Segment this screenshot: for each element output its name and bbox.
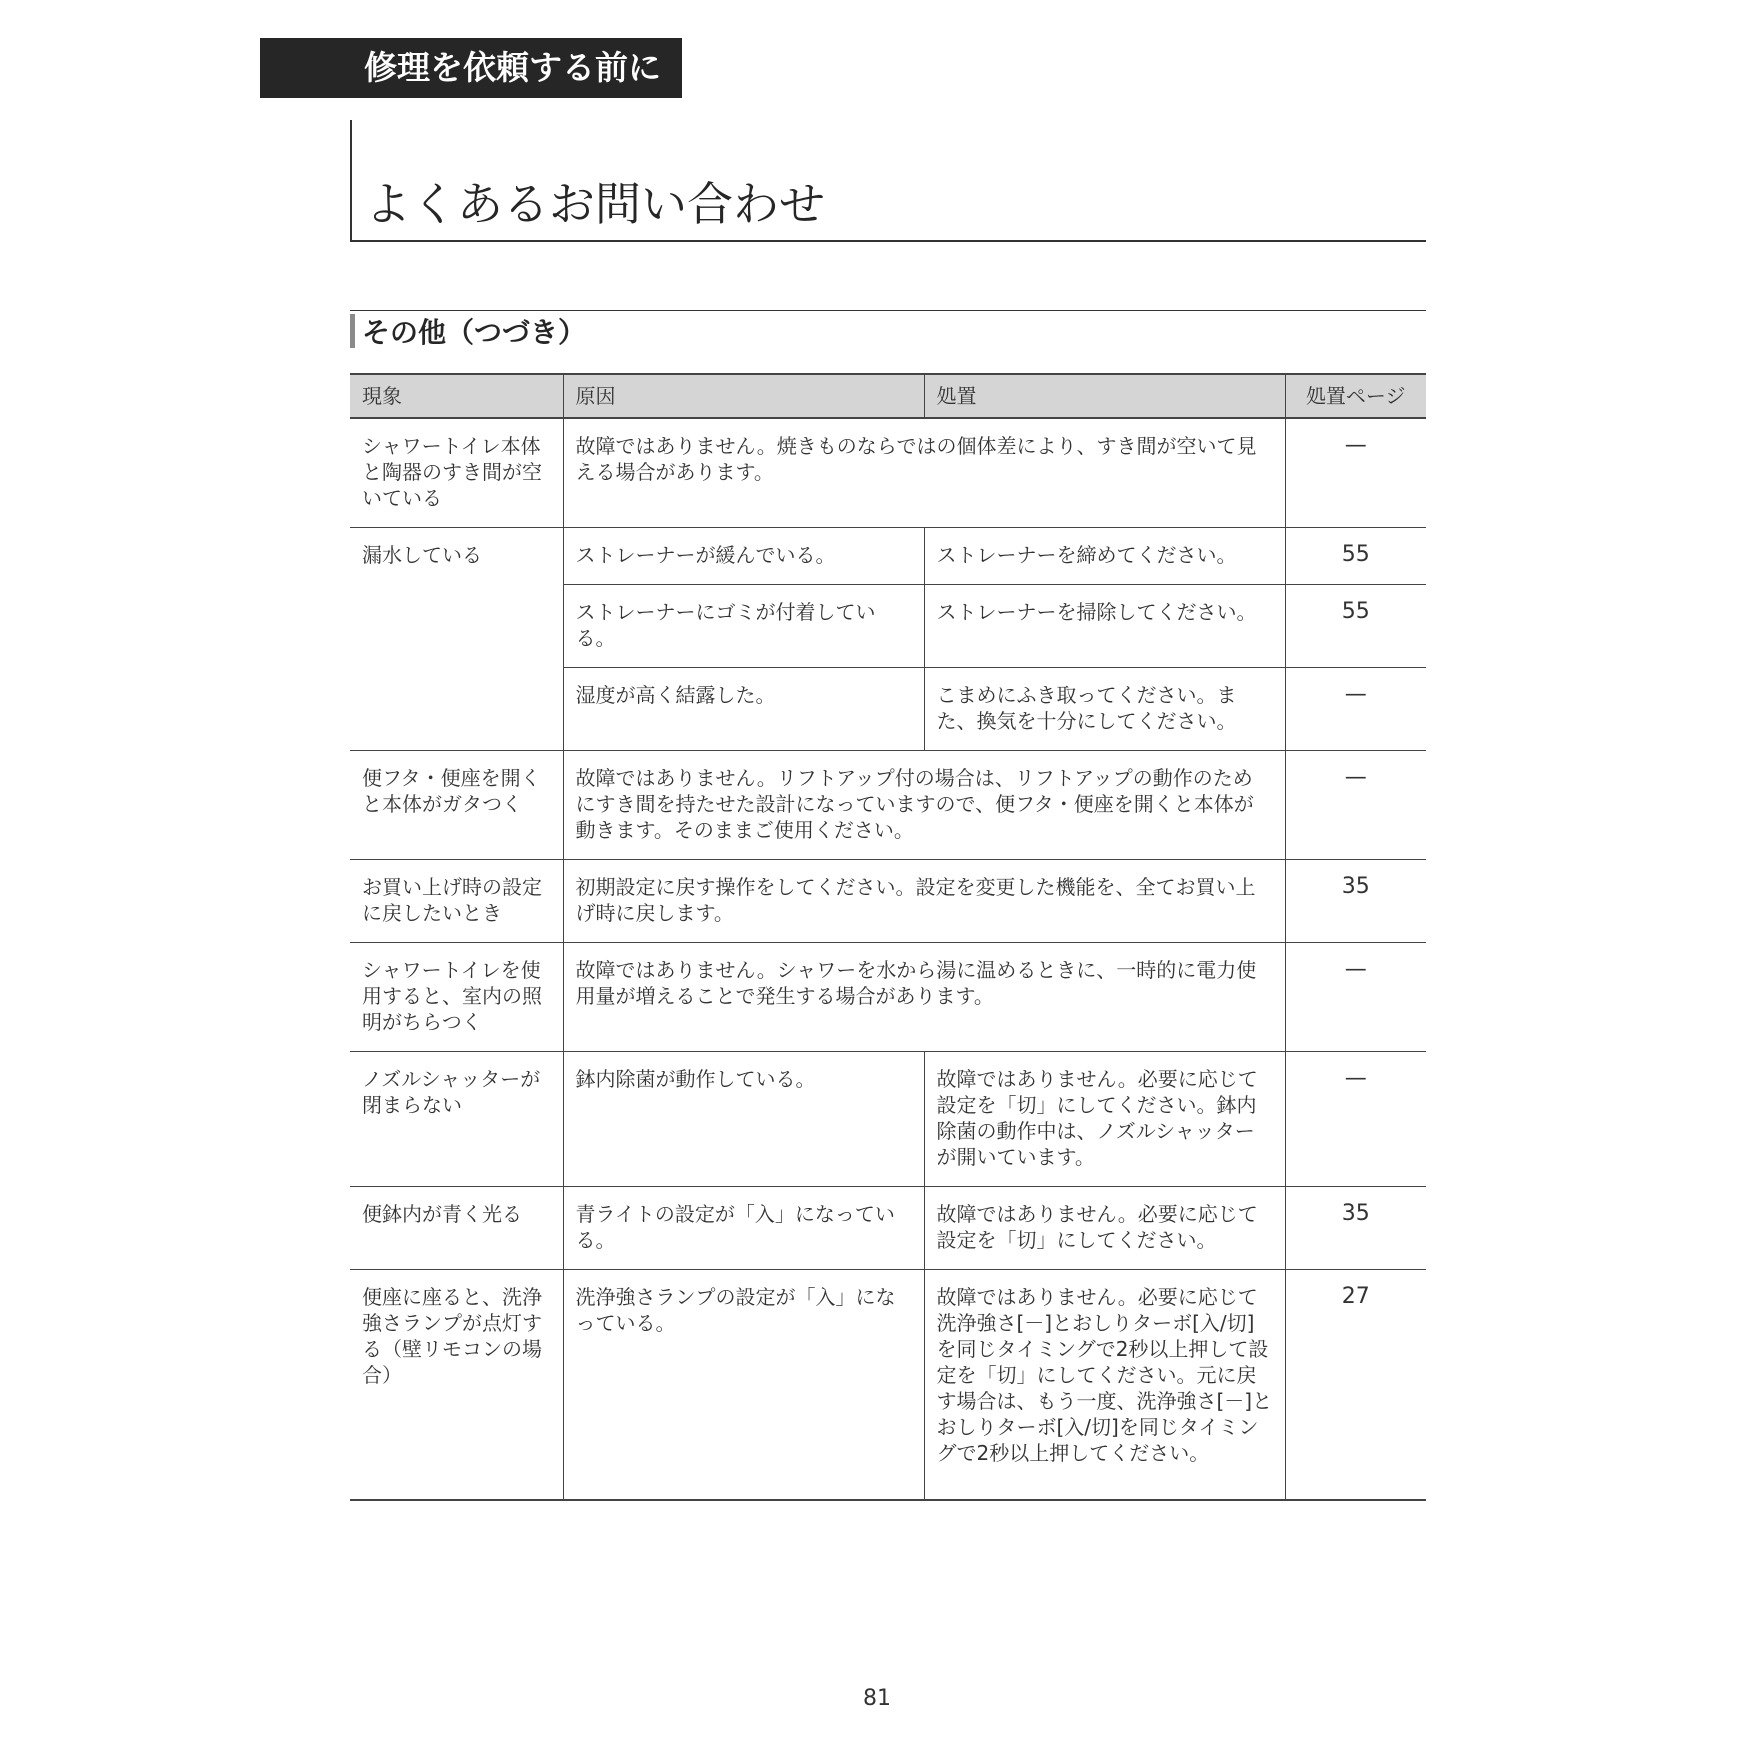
cause-cell: 洗浄強さランプの設定が「入」になっている。	[563, 1270, 924, 1500]
remedy-cell: ストレーナーを掃除してください。	[924, 585, 1285, 668]
header-symptom: 現象	[350, 374, 563, 418]
symptom-cell: お買い上げ時の設定に戻したいとき	[350, 860, 563, 943]
table-row	[350, 1270, 1426, 1500]
header-remedy: 処置	[924, 374, 1285, 418]
table-row	[350, 860, 1426, 943]
page-number: 81	[863, 1686, 891, 1711]
cause-cell: 故障ではありません。焼きものならではの個体差により、すき間が空いて見える場合があります。	[563, 418, 1285, 528]
cause-cell: 初期設定に戻す操作をしてください。設定を変更した機能を、全てお買い上げ時に戻します。	[563, 860, 1285, 943]
cause-cell: 鉢内除菌が動作している。	[563, 1052, 924, 1187]
page-cell: 27	[1285, 1270, 1426, 1500]
section-marker	[350, 314, 355, 348]
table-row	[350, 1187, 1426, 1270]
page-cell: —	[1285, 668, 1426, 751]
header-cause: 原因	[563, 374, 924, 418]
section-rule	[350, 310, 1426, 311]
remedy-cell: ストレーナーを締めてください。	[924, 528, 1285, 585]
page-cell: 55	[1285, 585, 1426, 668]
remedy-cell: こまめにふき取ってください。また、換気を十分にしてください。	[924, 668, 1285, 751]
symptom-cell: 便鉢内が青く光る	[350, 1187, 563, 1270]
symptom-cell: 便フタ・便座を開くと本体がガタつく	[350, 751, 563, 860]
table-row	[350, 943, 1426, 1052]
page-cell: 35	[1285, 1187, 1426, 1270]
cause-cell: ストレーナーにゴミが付着している。	[563, 585, 924, 668]
symptom-cell: シャワートイレを使用すると、室内の照明がちらつく	[350, 943, 563, 1052]
table-row	[350, 1052, 1426, 1187]
table-row	[350, 751, 1426, 860]
title-vertical-rule	[350, 120, 352, 242]
chapter-tab: 修理を依頼する前に	[260, 38, 682, 98]
page-title: よくあるお問い合わせ	[365, 177, 825, 231]
remedy-cell: 故障ではありません。必要に応じて洗浄強さ[－]とおしりターボ[入/切]を同じタイミングで2秒以上押して設定を「切」にしてください。元に戻す場合は、もう一度、洗浄強さ[－]とおしりターボ[入/切]を同じタイミングで2秒以上押してください。	[924, 1270, 1285, 1500]
page-cell: —	[1285, 418, 1426, 528]
cause-cell: ストレーナーが緩んでいる。	[563, 528, 924, 585]
table-header-row	[350, 374, 1426, 418]
cause-cell: 故障ではありません。シャワーを水から湯に温めるときに、一時的に電力使用量が増えることで発生する場合があります。	[563, 943, 1285, 1052]
page-cell: —	[1285, 943, 1426, 1052]
symptom-cell: 便座に座ると、洗浄強さランプが点灯する（壁リモコンの場合）	[350, 1270, 563, 1500]
cause-cell: 湿度が高く結露した。	[563, 668, 924, 751]
page-cell: —	[1285, 1052, 1426, 1187]
page-cell: —	[1285, 751, 1426, 860]
page-cell: 35	[1285, 860, 1426, 943]
remedy-cell: 故障ではありません。必要に応じて設定を「切」にしてください。	[924, 1187, 1285, 1270]
section-title: その他（つづき）	[362, 316, 587, 349]
title-underline	[350, 240, 1426, 242]
table-row	[350, 418, 1426, 528]
cause-cell: 青ライトの設定が「入」になっている。	[563, 1187, 924, 1270]
page-cell: 55	[1285, 528, 1426, 585]
header-page: 処置ページ	[1285, 374, 1426, 418]
symptom-cell: 漏水している	[350, 528, 563, 751]
table-row	[350, 528, 1426, 585]
cause-cell: 故障ではありません。リフトアップ付の場合は、リフトアップの動作のためにすき間を持たせた設計になっていますので、便フタ・便座を開くと本体が動きます。そのままご使用ください。	[563, 751, 1285, 860]
faq-table	[350, 373, 1426, 1501]
symptom-cell: シャワートイレ本体と陶器のすき間が空いている	[350, 418, 563, 528]
symptom-cell: ノズルシャッターが閉まらない	[350, 1052, 563, 1187]
remedy-cell: 故障ではありません。必要に応じて設定を「切」にしてください。鉢内除菌の動作中は、ノズルシャッターが開いています。	[924, 1052, 1285, 1187]
